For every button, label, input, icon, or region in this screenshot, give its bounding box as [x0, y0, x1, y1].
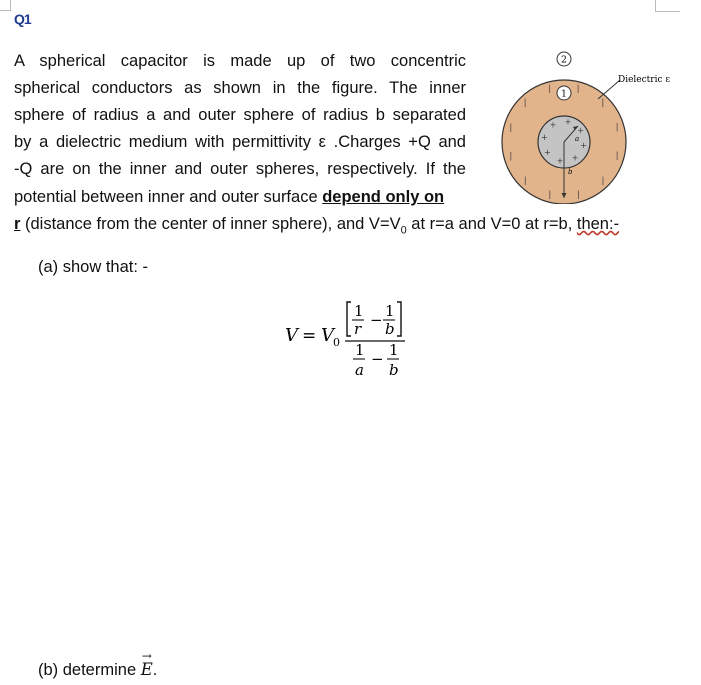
den-minus: −: [371, 350, 384, 368]
num-b: b: [385, 320, 395, 338]
minus-charge: |: [509, 151, 513, 161]
minus-charge: |: [615, 151, 619, 161]
minus-charge: |: [548, 190, 552, 200]
emphasis-text: depend only on: [322, 188, 445, 206]
page-corner-mark: [655, 0, 680, 12]
problem-text: (distance from the center of inner sphere), and V=V: [20, 215, 401, 233]
problem-text: at r=a and V=0 at r=b,: [406, 215, 577, 233]
num-1: 1: [354, 302, 364, 320]
minus-charge: |: [509, 122, 513, 132]
den-b: b: [389, 361, 399, 379]
minus-charge: |: [601, 175, 605, 185]
formula: [285, 296, 425, 386]
e-vector-letter: E: [140, 660, 153, 679]
plus-charge: +: [549, 120, 557, 130]
formula-equals: =: [302, 326, 317, 346]
part-b-text: (b) determine: [38, 661, 137, 679]
problem-line: by a dielectric medium with permittivity ε .Charges +Q and: [14, 133, 466, 151]
den-1: 1: [355, 341, 365, 359]
minus-charge: |: [523, 175, 527, 185]
part-a-label: (a) show that: -: [38, 258, 149, 276]
radius-b-label: b: [568, 168, 573, 176]
num-1b: 1: [385, 302, 395, 320]
problem-line: [14, 184, 444, 210]
plus-charge: +: [564, 117, 572, 127]
num-r: r: [354, 320, 362, 338]
formula-lhs: V: [285, 325, 298, 346]
formula-v0-sub: 0: [333, 336, 340, 349]
right-bracket: [397, 302, 401, 336]
problem-line: spherical conductors as shown in the figure. The inner: [14, 79, 466, 97]
problem-line: -Q are on the inner and outer spheres, respectively. If the: [14, 160, 466, 178]
emphasis-r: r: [14, 215, 21, 233]
plus-charge: +: [543, 148, 551, 158]
problem-line: A spherical capacitor is made up of two concentric: [14, 52, 466, 70]
dielectric-pointer: [598, 80, 620, 99]
part-b-label: (b) determine → E.: [38, 649, 158, 679]
question-label: Q1: [14, 11, 31, 27]
problem-line: sphere of radius a and outer sphere of radius b separated: [14, 106, 466, 124]
subscript: 0: [400, 224, 407, 237]
plus-charge: +: [580, 140, 587, 150]
den-a: a: [355, 361, 364, 379]
minus-charge: |: [576, 83, 580, 93]
label-1: 1: [561, 89, 567, 100]
plus-charge: +: [571, 153, 579, 163]
minus-charge: |: [576, 190, 580, 200]
minus-charge: |: [615, 122, 619, 132]
minus-charge: |: [523, 98, 527, 108]
problem-line: [14, 211, 619, 243]
left-bracket: [347, 302, 351, 336]
formula-v0: V: [321, 325, 334, 346]
num-minus: −: [370, 311, 383, 329]
e-vector: [140, 649, 153, 679]
minus-charge: |: [548, 83, 552, 93]
plus-charge: +: [577, 125, 585, 135]
page-corner-mark: [0, 0, 11, 11]
plus-charge: +: [541, 133, 548, 143]
plus-charge: +: [556, 156, 564, 166]
dielectric-label: Dielectric ε: [618, 75, 671, 85]
radius-a-label: a: [575, 135, 580, 143]
minus-charge: |: [601, 98, 605, 108]
problem-text: potential between inner and outer surface: [14, 188, 323, 206]
then-text: then:-: [576, 215, 620, 233]
vector-arrow-icon: →: [141, 649, 152, 663]
den-1b: 1: [389, 341, 399, 359]
capacitor-figure: [496, 44, 681, 204]
label-2: 2: [561, 55, 567, 66]
